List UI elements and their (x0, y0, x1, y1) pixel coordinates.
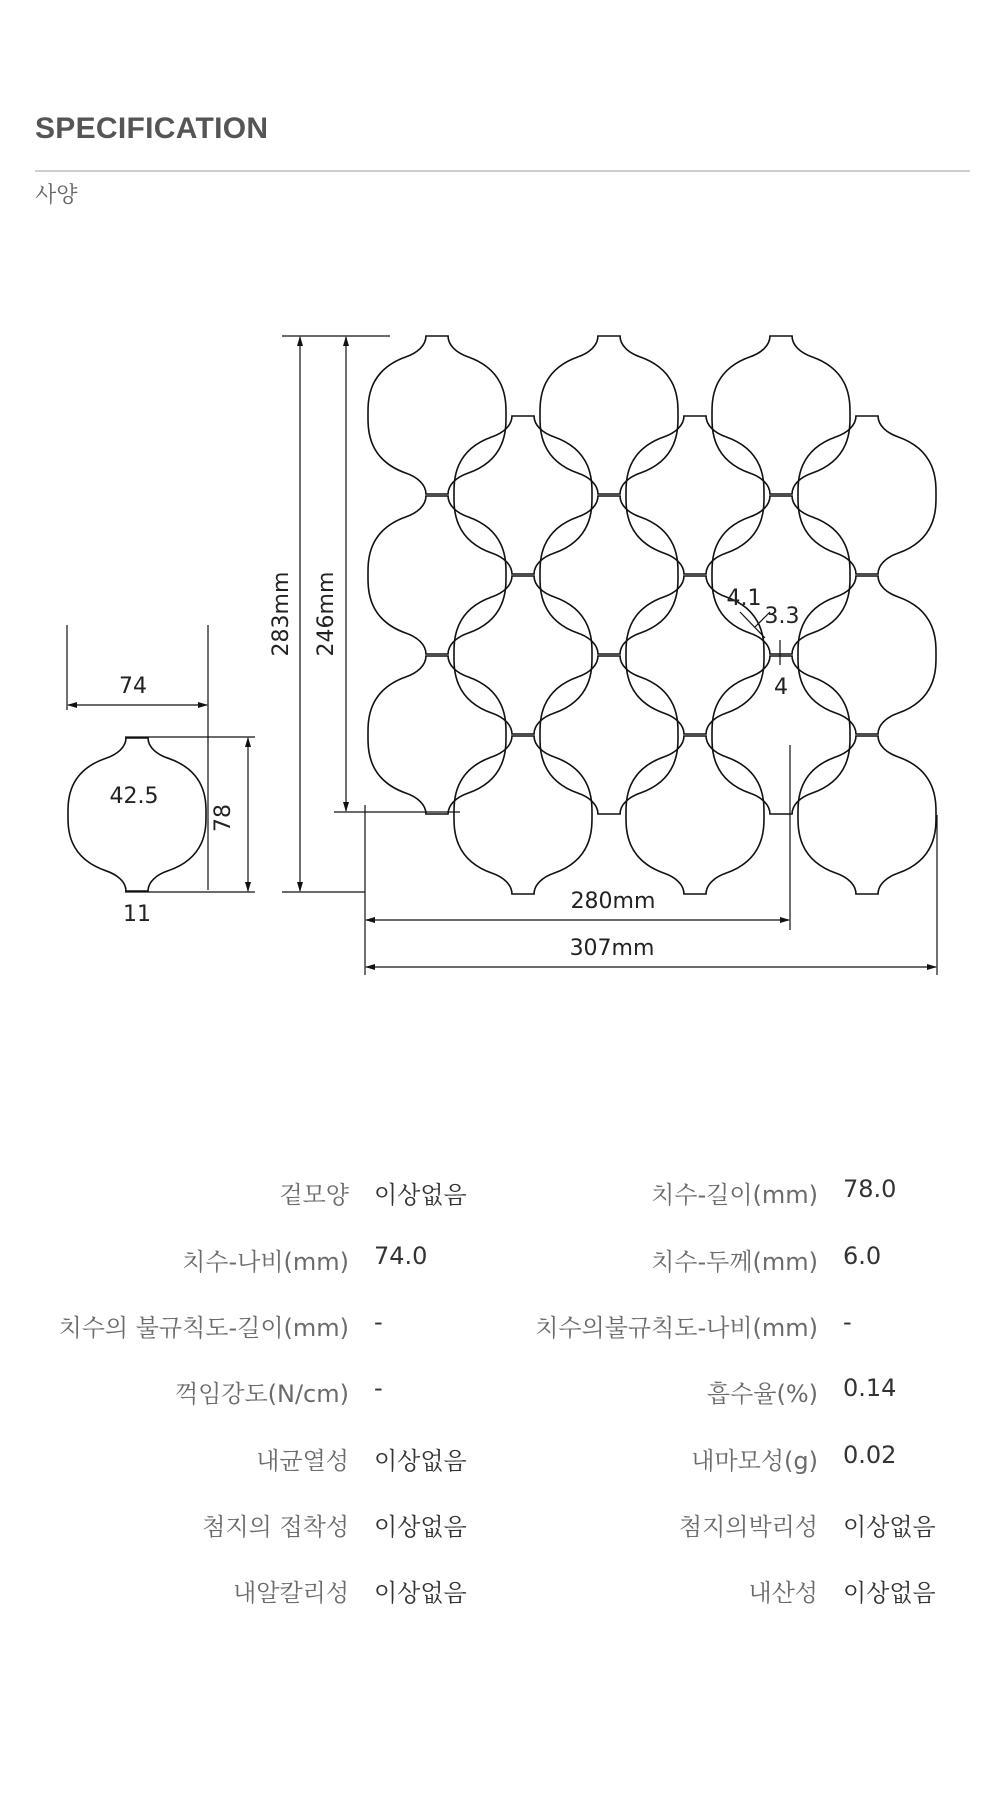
spec-label: 치수-나비(mm) (182, 1248, 349, 1276)
sheet-tile (626, 416, 764, 574)
sheet-tile (798, 576, 936, 734)
spec-label: 치수의 불규칙도-길이(mm) (58, 1314, 349, 1342)
sheet-tile (712, 496, 850, 654)
sheet-tile (454, 416, 592, 574)
tile-neck-label: 42.5 (109, 784, 159, 809)
sheet-tile (454, 736, 592, 894)
single-tile (68, 738, 206, 891)
sheet-height-total-label: 283mm (269, 571, 294, 657)
spec-value: 이상없음 (374, 1447, 467, 1475)
tile-height-label: 78 (211, 804, 236, 832)
sheet-tile (798, 736, 936, 894)
spec-label: 흡수율(%) (706, 1380, 818, 1408)
sheet-tile (540, 336, 678, 494)
sheet-width-inner-label: 280mm (570, 889, 656, 914)
spec-value: - (843, 1308, 852, 1336)
sheet-tile (454, 576, 592, 734)
tile-width-label: 74 (119, 674, 147, 699)
spec-label: 치수의불규칙도-나비(mm) (535, 1314, 818, 1342)
spec-label: 첨지의 접착성 (202, 1513, 349, 1541)
spec-label: 내마모성(g) (691, 1447, 818, 1475)
sheet-tile (368, 496, 506, 654)
sheet-width-total-label: 307mm (569, 936, 655, 961)
spec-label: 치수-두께(mm) (651, 1248, 818, 1276)
section-title: SPECIFICATION (35, 112, 269, 145)
spec-label: 겉모양 (279, 1181, 349, 1209)
spec-label: 내알칼리성 (233, 1579, 349, 1607)
gap-label-b: 3.3 (764, 604, 800, 629)
mosaic-sheet (368, 336, 936, 894)
spec-label: 내균열성 (256, 1447, 349, 1475)
single-tile-dimensions (67, 625, 255, 892)
tile-bottom-label: 11 (123, 902, 151, 927)
sheet-tile (712, 336, 850, 494)
spec-value: 이상없음 (843, 1579, 936, 1607)
spec-value: 0.02 (843, 1441, 897, 1469)
sheet-tile (626, 736, 764, 894)
sheet-tile (798, 416, 936, 574)
spec-value: 이상없음 (374, 1579, 467, 1607)
sheet-tile (540, 656, 678, 814)
gap-label-c: 4 (774, 675, 788, 700)
spec-value: 0.14 (843, 1374, 897, 1402)
spec-value: 78.0 (843, 1175, 897, 1203)
section-subtitle: 사양 (35, 183, 78, 208)
spec-label: 꺽임강도(N/cm) (174, 1380, 349, 1408)
spec-value: - (374, 1308, 383, 1336)
spec-value: 이상없음 (374, 1513, 467, 1541)
spec-value: 이상없음 (843, 1513, 936, 1541)
spec-label: 내산성 (748, 1579, 818, 1607)
spec-label: 첨지의박리성 (678, 1513, 818, 1541)
spec-label: 치수-길이(mm) (651, 1181, 818, 1209)
spec-value: 6.0 (843, 1242, 882, 1270)
sheet-tile (368, 656, 506, 814)
spec-value: 74.0 (374, 1242, 428, 1270)
sheet-tile (368, 336, 506, 494)
sheet-height-inner-label: 246mm (314, 571, 339, 657)
spec-value: - (374, 1374, 383, 1402)
spec-value: 이상없음 (374, 1181, 467, 1209)
gap-label-a: 4.1 (726, 586, 762, 611)
sheet-tile (540, 496, 678, 654)
